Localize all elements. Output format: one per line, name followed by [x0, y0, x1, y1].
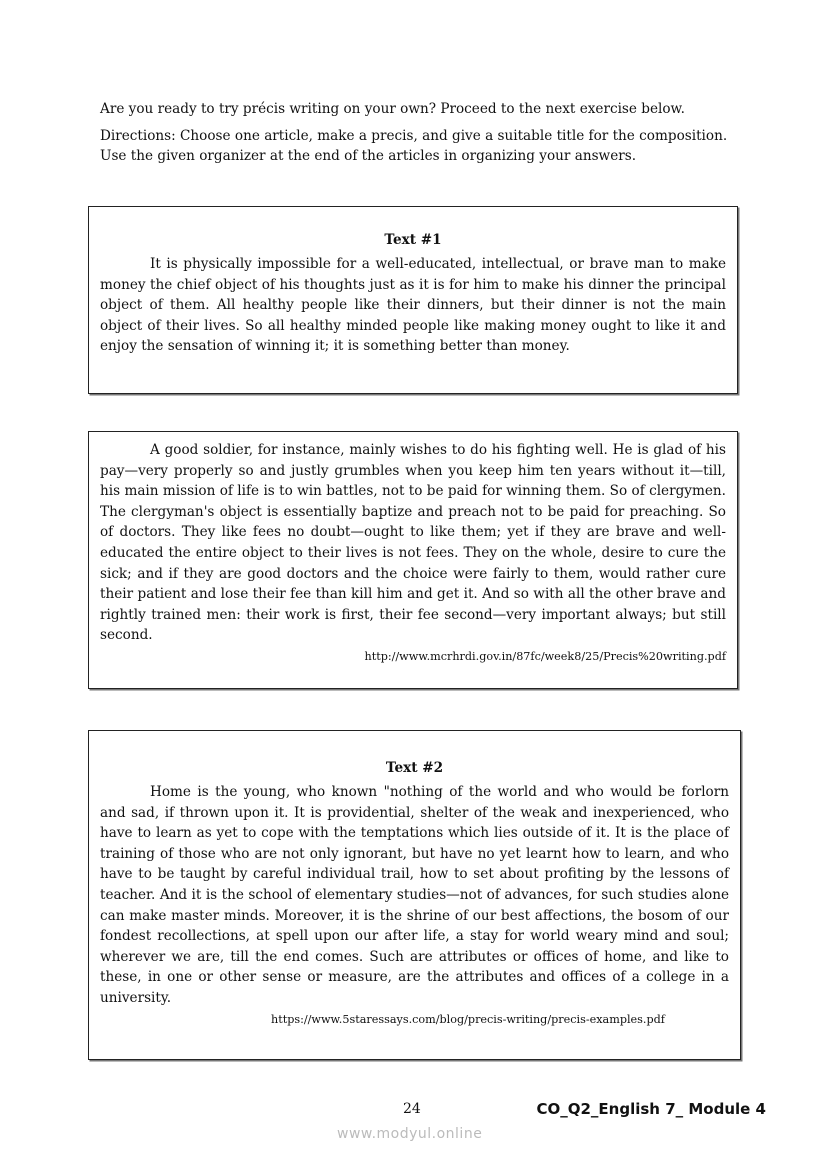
module-footer: CO_Q2_English 7_ Module 4 — [536, 1100, 766, 1118]
intro — [100, 99, 730, 173]
page-number: 24 — [403, 1101, 421, 1117]
text2-source-link[interactable]: https://www.5staressays.com/blog/precis-writing/precis-examples.pdf — [271, 1012, 665, 1026]
text1-paragraph1: It is physically impossible for a well-educated, intellectual, or brave man to make money the chief object of his thoughts just as it is for him to make his dinner the principal object of them. All healthy people like their dinners, but their dinner is not the main object of their lives. So all healthy minded people like making money ought to like it and enjoy the sensation of winning it; it is something better than money. — [100, 256, 726, 355]
intro-prompt: Are you ready to try précis writing on your own? Proceed to the next exercise below. — [100, 101, 685, 117]
text1-paragraph2: A good soldier, for instance, mainly wishes to do his fighting well. He is glad of his pay—very properly so and justly grumbles when you keep him ten years without it—till, his main mission of life is to win battles, not to be paid for winning them. So of clergymen. The clergyman's object is essentially baptize and preach not to be paid for preaching. So of doctors. They like fees no doubt—ought to like them; yet if they are brave and well-educated the entire object to their lives is not fees. They on the whole, desire to cure the sick; and if they are good doctors and the choice were fairly to them, would rather cure their patient and lose their fee than kill him and get it. And so with all the other brave and rightly trained men: their work is first, their fee second—very important always; but still second. — [100, 442, 726, 644]
directions: Directions: Choose one article, make a precis, and give a suitable title for the composition. Use the given organizer at the end of the articles in organizing your answers. — [100, 127, 728, 165]
text1-source-link[interactable]: http://www.mcrhrdi.gov.in/87fc/week8/25/Precis%20writing.pdf — [364, 649, 726, 663]
text2-box — [88, 730, 741, 1060]
text2-paragraph: Home is the young, who known "nothing of the world and who would be forlorn and sad, if thrown upon it. It is providential, shelter of the weak and inexperienced, who have to learn as yet to cope with the temptations which lies outside of it. It is the place of training of those who are not only ignorant, but have no yet learnt how to learn, and who have to be taught by careful individual trail, how to set about profiting by the lessons of teacher. And it is the school of elementary studies—not of advances, for such studies alone can make master minds. Moreover, it is the shrine of our best affections, the bosom of our fondest recollections, at spell upon our after life, a stay for world weary mind and soul; wherever we are, till the end comes. Such are attributes or offices of home, and like to these, in one or other sense or measure, are the attributes and offices of a college in a university. — [100, 784, 729, 1006]
text1-box — [88, 206, 738, 394]
text2-title: Text #2 — [385, 760, 444, 776]
watermark: www.modyul.online — [337, 1126, 483, 1142]
text1-title: Text #1 — [384, 232, 442, 248]
text1-continued-box — [88, 431, 738, 689]
